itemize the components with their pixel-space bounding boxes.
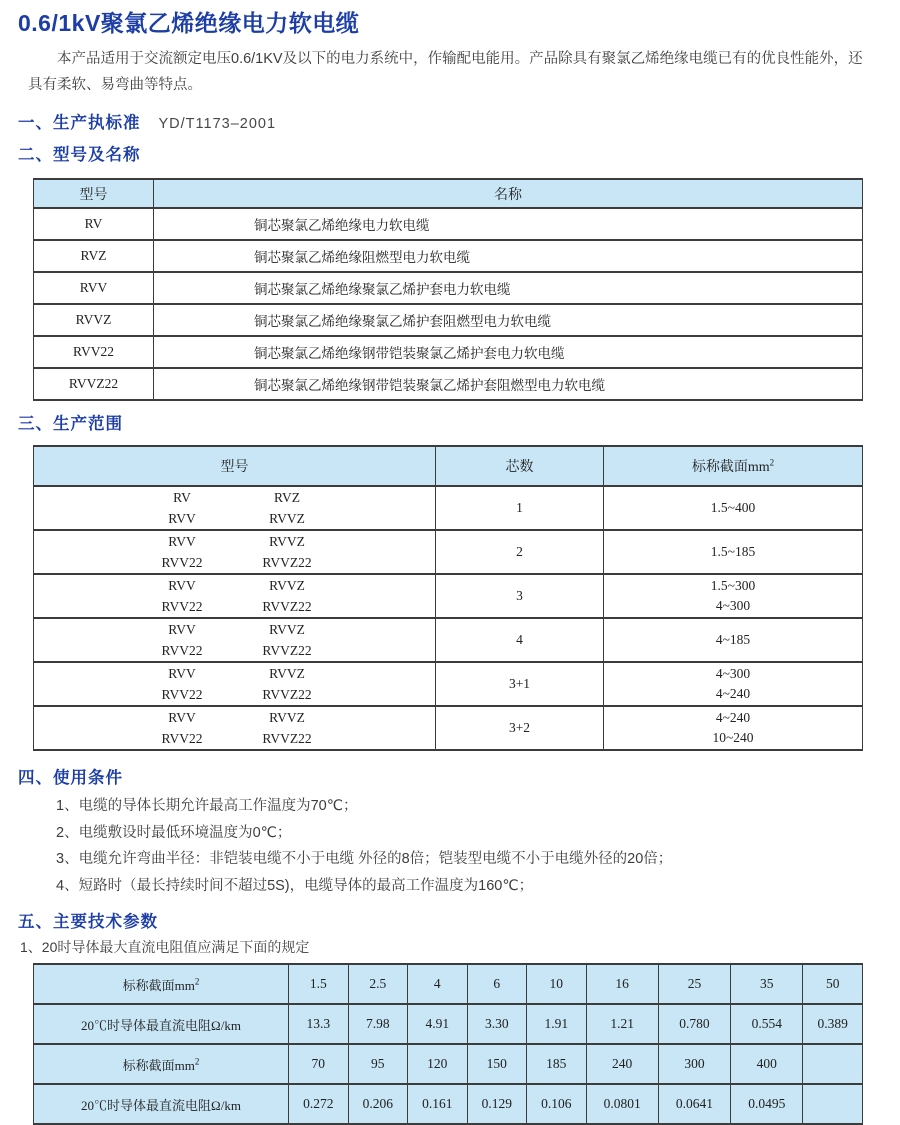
sections-cell: 1.5~185: [604, 530, 863, 574]
value-cell: 0.389: [803, 1004, 863, 1044]
name-cell: 铜芯聚氯乙烯绝缘钢带铠装聚氯乙烯护套阻燃型电力软电缆: [154, 368, 863, 400]
value-cell: 0.554: [731, 1004, 803, 1044]
row-label-cell: 标称截面$mm^2$: [34, 964, 289, 1004]
name-cell: 铜芯聚氯乙烯绝缘电力软电缆: [154, 208, 863, 240]
sections-cell: 1.5~300 4~300: [604, 574, 863, 618]
section-heading-usage-conditions: 四、使用条件: [18, 769, 123, 787]
value-cell: 0.0495: [731, 1084, 803, 1124]
row-label-cell: 20℃时导体最直流电阻Ω/km: [34, 1084, 289, 1124]
model-cell: RVVZ22: [34, 368, 154, 400]
value-cell: 400: [731, 1044, 803, 1084]
table-row: [34, 662, 863, 706]
name-cell: 铜芯聚氯乙烯绝缘钢带铠装聚氯乙烯护套电力软电缆: [154, 336, 863, 368]
cores-cell: 3: [436, 574, 604, 618]
section-model-name: [18, 144, 880, 166]
value-cell: 0.129: [467, 1084, 527, 1124]
value-cell: 2.5: [348, 964, 408, 1004]
table-row: [34, 1084, 863, 1124]
value-cell: 0.272: [289, 1084, 349, 1124]
value-cell: 4: [408, 964, 468, 1004]
value-cell: 7.98: [348, 1004, 408, 1044]
model-cell: RVV22: [34, 336, 154, 368]
value-cell: 240: [586, 1044, 658, 1084]
table-row: [34, 618, 863, 662]
standard-code: YD/T1173–2001: [158, 116, 277, 132]
resistance-table: [33, 963, 863, 1125]
sections-cell: 1.5~400: [604, 486, 863, 530]
model-column-header: 型号: [34, 179, 154, 208]
value-cell: 13.3: [289, 1004, 349, 1044]
table-row: [34, 272, 863, 304]
name-cell: 铜芯聚氯乙烯绝缘聚氯乙烯护套电力软电缆: [154, 272, 863, 304]
value-cell: 185: [527, 1044, 587, 1084]
section-production-standard: [18, 112, 880, 134]
model-cell: RVVZ: [34, 304, 154, 336]
model-cell: RVZ: [34, 240, 154, 272]
production-range-table: [33, 445, 863, 751]
table-row: [34, 486, 863, 530]
intro-paragraph: 本产品适用于交流额定电压0.6/1KV及以下的电力系统中，作输配电能用。产品除具有聚氯乙烯绝缘电缆已有的优良性能外，还具有柔软、易弯曲等特点。: [28, 51, 863, 93]
row-label-cell: 20℃时导体最直流电阻Ω/km: [34, 1004, 289, 1044]
model-cell: RVV: [34, 272, 154, 304]
condition-item: 4、短路时（最长持续时间不超过5S)，电缆导体的最高工作温度为160℃；: [56, 877, 534, 894]
cores-column-header: 芯数: [436, 446, 604, 486]
condition-item: 3、电缆允许弯曲半径：非铠装电缆不小于电缆 外径的8倍；铠装型电缆不小于电缆外径的20倍；: [56, 851, 673, 867]
condition-item: 2、电缆敷设时最低环境温度为0℃；: [56, 824, 292, 841]
value-cell: 10: [527, 964, 587, 1004]
table-row: [34, 304, 863, 336]
section-usage-conditions: [18, 767, 880, 789]
name-column-header: 名称: [154, 179, 863, 208]
cores-cell: 3+1: [436, 662, 604, 706]
value-cell: 1.91: [527, 1004, 587, 1044]
models-cell: RVV RVVZ RVV22 RVVZ22: [34, 662, 436, 706]
value-cell: 0.106: [527, 1084, 587, 1124]
table-row: [34, 336, 863, 368]
table-row: [34, 530, 863, 574]
table-row: [34, 208, 863, 240]
value-cell: 3.30: [467, 1004, 527, 1044]
model-column-header: 型号: [34, 446, 436, 486]
model-cell: RV: [34, 208, 154, 240]
section-heading-production-range: 三、生产范围: [18, 415, 123, 433]
table-row: [34, 1004, 863, 1044]
value-cell: 0.161: [408, 1084, 468, 1124]
cores-cell: 3+2: [436, 706, 604, 750]
table-row: [34, 368, 863, 400]
value-cell: 1.21: [586, 1004, 658, 1044]
conditions-list: [56, 793, 880, 899]
cores-cell: 1: [436, 486, 604, 530]
value-cell: 0.0641: [658, 1084, 730, 1124]
value-cell: 0.780: [658, 1004, 730, 1044]
condition-item: 1、电缆的导体长期允许最高工作温度为70℃；: [56, 798, 358, 814]
table-header-row: [34, 179, 863, 208]
value-cell: 25: [658, 964, 730, 1004]
value-cell: 0.0801: [586, 1084, 658, 1124]
value-cell: 4.91: [408, 1004, 468, 1044]
sections-cell: 4~240 10~240: [604, 706, 863, 750]
page-title: 0.6/1kV聚氯乙烯绝缘电力软电缆: [18, 10, 360, 36]
value-cell: 1.5: [289, 964, 349, 1004]
table-row: [34, 706, 863, 750]
models-cell: RV RVZ RVV RVVZ: [34, 486, 436, 530]
section-column-header: 标称截面$mm^2$: [604, 446, 863, 486]
value-cell: 300: [658, 1044, 730, 1084]
cores-cell: 2: [436, 530, 604, 574]
value-cell: 16: [586, 964, 658, 1004]
models-cell: RVV RVVZ RVV22 RVVZ22: [34, 574, 436, 618]
section-heading-model-name: 二、型号及名称: [18, 146, 141, 164]
models-cell: RVV RVVZ RVV22 RVVZ22: [34, 706, 436, 750]
value-cell: [803, 1044, 863, 1084]
table-row: [34, 240, 863, 272]
table-row: [34, 574, 863, 618]
name-cell: 铜芯聚氯乙烯绝缘阻燃型电力软电缆: [154, 240, 863, 272]
params-note: 1、20时导体最大直流电阻值应满足下面的规定: [20, 939, 310, 955]
name-cell: 铜芯聚氯乙烯绝缘聚氯乙烯护套阻燃型电力软电缆: [154, 304, 863, 336]
value-cell: 0.206: [348, 1084, 408, 1124]
table-row: [34, 1044, 863, 1084]
section-technical-params: [18, 911, 880, 933]
sections-cell: 4~185: [604, 618, 863, 662]
row-label-cell: 标称截面$mm^2$: [34, 1044, 289, 1084]
value-cell: 95: [348, 1044, 408, 1084]
value-cell: 6: [467, 964, 527, 1004]
superscript: 2: [769, 457, 775, 468]
section-heading-production-standard: 一、生产执标准: [18, 114, 141, 132]
value-cell: 150: [467, 1044, 527, 1084]
sections-cell: 4~300 4~240: [604, 662, 863, 706]
cores-cell: 4: [436, 618, 604, 662]
value-cell: 120: [408, 1044, 468, 1084]
models-cell: RVV RVVZ RVV22 RVVZ22: [34, 530, 436, 574]
value-cell: 50: [803, 964, 863, 1004]
section-heading-technical-params: 五、主要技术参数: [18, 913, 158, 931]
models-cell: RVV RVVZ RVV22 RVVZ22: [34, 618, 436, 662]
model-name-table: [33, 178, 863, 401]
section-production-range: [18, 413, 880, 435]
superscript: 2: [194, 976, 200, 987]
value-cell: 70: [289, 1044, 349, 1084]
value-cell: 35: [731, 964, 803, 1004]
table-header-row: [34, 446, 863, 486]
table-row: [34, 964, 863, 1004]
superscript: 2: [194, 1056, 200, 1067]
value-cell: [803, 1084, 863, 1124]
